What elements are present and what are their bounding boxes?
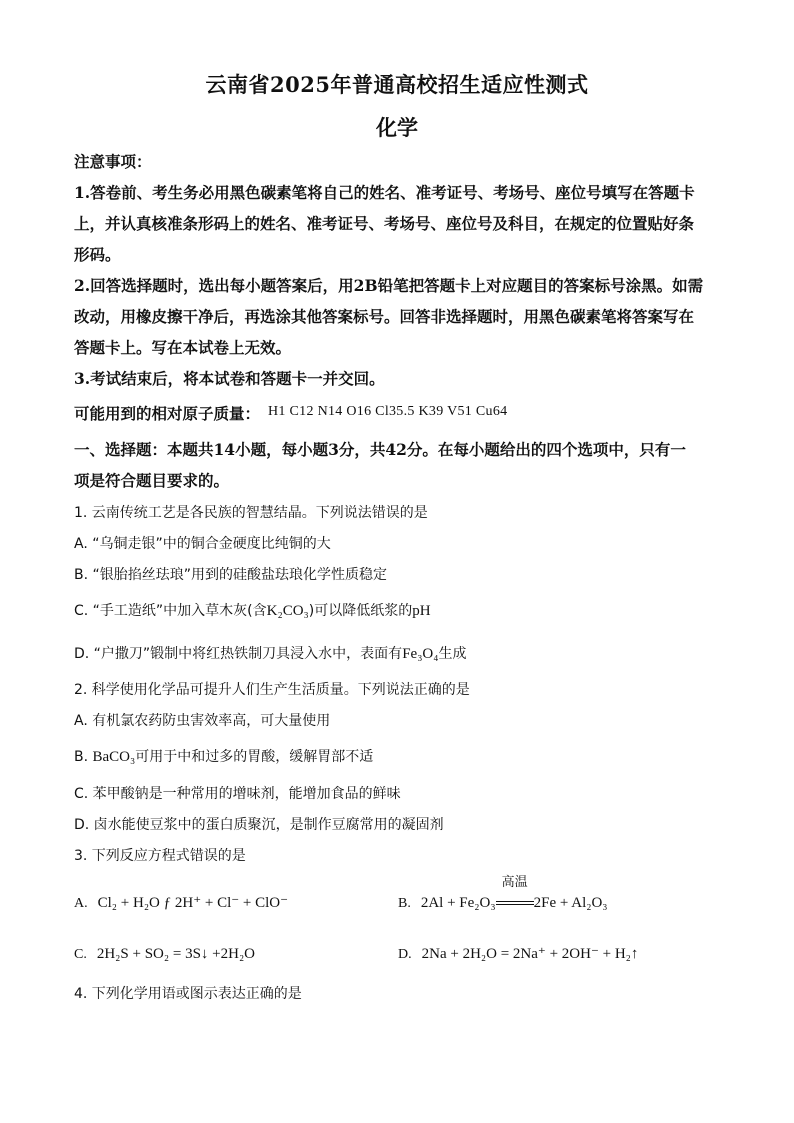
question-2-option-b [74, 746, 724, 768]
question-3-stem: 3. 下列反应方程式错误的是 [74, 848, 246, 864]
atomic-mass-label: 可能用到的相对原子质量： [74, 404, 261, 423]
baco3-formula: BaCO₃ [92, 749, 136, 765]
question-2-option-a: A. 有机氯农药防虫害效率高，可大量使用 [74, 713, 331, 729]
question-4-stem: 4. 下列化学用语或图示表达正确的是 [74, 986, 302, 1002]
question-1-option-c [74, 600, 724, 622]
section-1-line-2: 项是符合题目要求的。 [74, 471, 230, 490]
subject-title: 化学 [376, 115, 418, 140]
option-b-right: 2Fe + Al₂O₃ [533, 895, 608, 911]
atomic-mass-values: H1 C12 N14 O16 Cl35.5 K39 V51 Cu64 [268, 404, 508, 419]
question-3-option-a [74, 892, 288, 915]
ph-symbol: pH [412, 603, 431, 619]
option-d-equation: 2Na + 2H₂O = 2Na⁺ + 2OH⁻ + H₂↑ [421, 946, 639, 962]
double-line-sign [496, 901, 534, 905]
notice-item-1-line-3: 形码。 [74, 245, 121, 264]
option-c-text-2: )可以降低纸浆的 [308, 603, 413, 619]
condition-high-temp: 高温 [501, 875, 528, 890]
option-a-equation: Cl₂ + H₂O ƒ 2H⁺ + Cl⁻ + ClO⁻ [97, 895, 289, 911]
question-1-option-b: B. “银胎掐丝珐琅”用到的硅酸盐珐琅化学性质稳定 [74, 567, 388, 583]
option-d-text-2: 生成 [438, 646, 467, 662]
option-c-label: C. [74, 947, 87, 962]
notice-item-2-line-3: 答题卡上。写在本试卷上无效。 [74, 338, 292, 357]
exam-title: 云南省2025年普通高校招生适应性测式 [205, 72, 589, 97]
question-3-option-c [74, 943, 255, 966]
option-a-label: A. [74, 896, 88, 911]
question-2-option-c: C. 苯甲酸钠是一种常用的增味剂，能增加食品的鲜味 [74, 786, 401, 802]
question-1-option-a: A. “乌铜走银”中的铜合金硬度比纯铜的大 [74, 536, 331, 552]
option-c-equation: 2H₂S + SO₂ = 3S↓ +2H₂O [96, 946, 256, 962]
option-c-text-1: C. “手工造纸”中加入草木灰(含 [74, 603, 267, 619]
k2co3-formula: K₂CO₃ [266, 603, 309, 619]
fe3o4-formula: Fe₃O₄ [402, 646, 439, 662]
option-b-left: 2Al + Fe₂O₃ [420, 895, 496, 911]
section-1-line-1: 一、选择题：本题共14小题，每小题3分，共42分。在每小题给出的四个选项中，只有一 [74, 440, 686, 459]
option-b-text: 可用于中和过多的胃酸，缓解胃部不适 [135, 749, 374, 765]
notice-item-2-line-1: 2.回答选择题时，选出每小题答案后，用2B铅笔把答题卡上对应题目的答案标号涂黑。如需 [74, 276, 704, 295]
question-2-option-d: D. 卤水能使豆浆中的蛋白质聚沉，是制作豆腐常用的凝固剂 [74, 817, 444, 833]
question-2-stem: 2. 科学使用化学品可提升人们生产生活质量。下列说法正确的是 [74, 682, 470, 698]
notice-item-1-line-1: 1.答卷前、考生务必用黑色碳素笔将自己的姓名、准考证号、考场号、座位号填写在答题卡 [74, 183, 695, 202]
question-3-option-b [398, 875, 608, 915]
notice-item-1-line-2: 上，并认真核准条形码上的姓名、准考证号、考场号、座位号及科目，在规定的位置贴好条 [74, 214, 695, 233]
option-b-label: B. [74, 749, 89, 765]
question-1-stem: 1. 云南传统工艺是各民族的智慧结晶。下列说法错误的是 [74, 505, 428, 521]
notice-heading: 注意事项： [74, 152, 152, 171]
question-1-option-d [74, 643, 724, 665]
option-d-text-1: D. “户撒刀”锻制中将红热铁制刀具浸入水中，表面有 [74, 646, 403, 662]
notice-item-3: 3.考试结束后，将本试卷和答题卡一并交回。 [74, 369, 385, 388]
option-b-label: B. [398, 896, 411, 911]
option-d-label: D. [398, 947, 412, 962]
notice-item-2-line-2: 改动，用橡皮擦干净后，再选涂其他答案标号。回答非选择题时，用黑色碳素笔将答案写在 [74, 307, 695, 326]
question-3-option-d [398, 943, 638, 966]
reaction-condition [496, 875, 534, 914]
atomic-mass-line [74, 398, 724, 431]
